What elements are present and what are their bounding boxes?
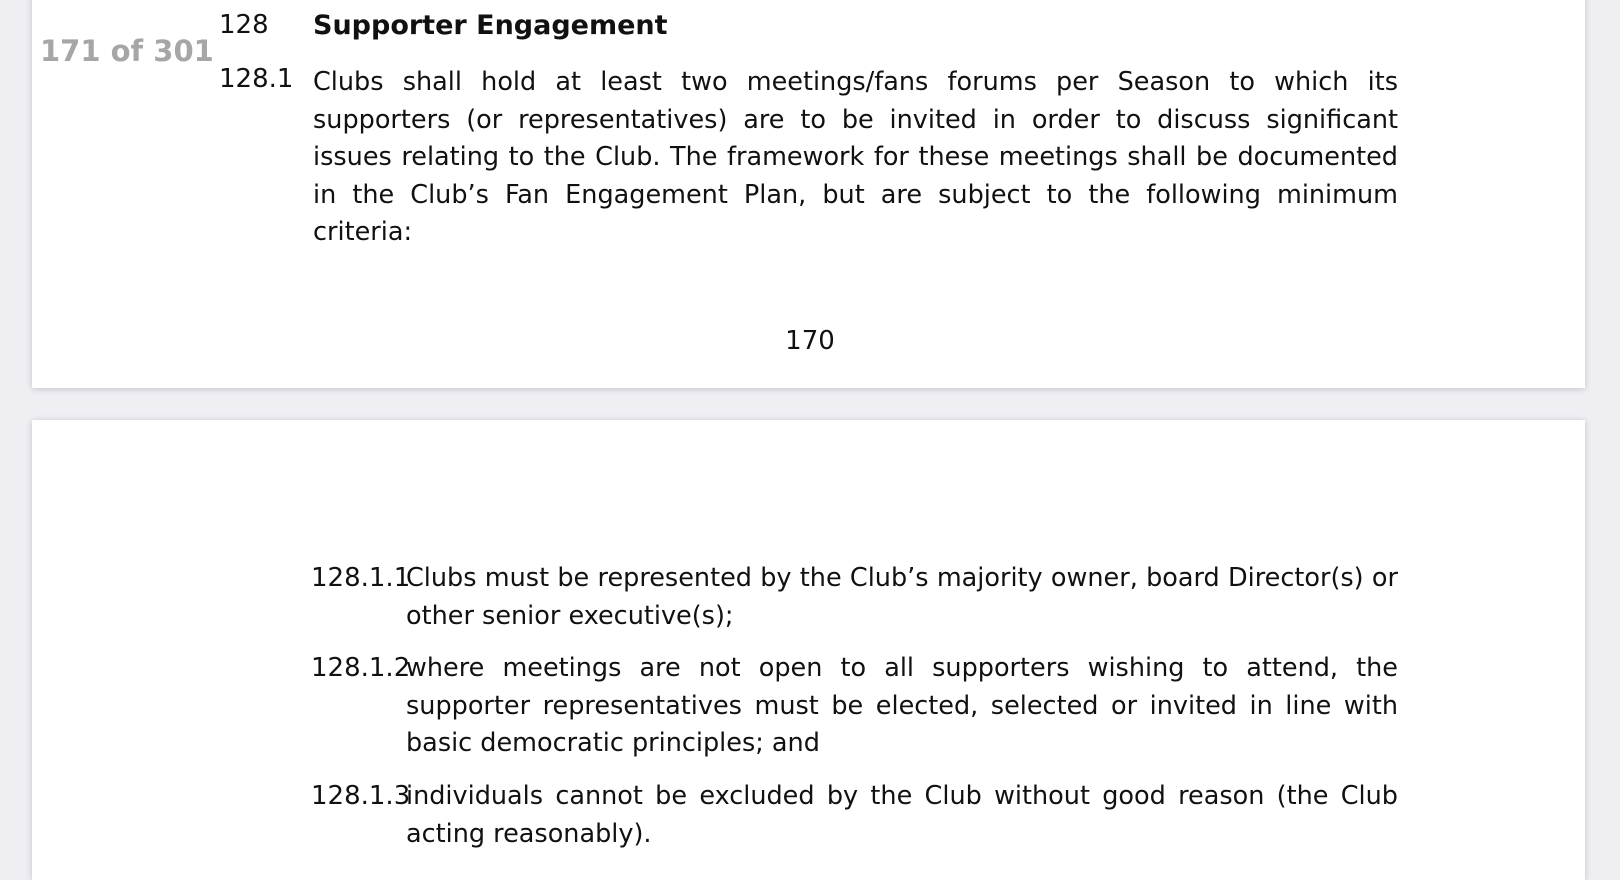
subclause-number: 128.1.3 xyxy=(311,781,411,811)
clause-text: Clubs shall hold at least two meetings/fans forums per Season to which its supporters (or representatives) are to be invited in order to discuss significant issues relating to the Club. The framework for these meetings shall be documented in the Club’s Fan Engagement Plan, but are subject to the following minimum criteria: xyxy=(313,67,1398,247)
clause-number: 128.1 xyxy=(219,64,294,94)
section-heading: Supporter Engagement xyxy=(313,10,668,41)
page-number: 170 xyxy=(785,326,835,356)
page-indicator: 171 of 301 xyxy=(40,34,214,68)
section-number: 128 xyxy=(219,10,269,40)
subclause-text: individuals cannot be excluded by the Club without good reason (the Club acting reasonably). xyxy=(406,781,1398,849)
subclause-text: Clubs must be represented by the Club’s majority owner, board Director(s) or other senior executive(s); xyxy=(406,563,1398,631)
subclause-number: 128.1.2 xyxy=(311,653,411,683)
subclause-number: 128.1.1 xyxy=(311,563,411,593)
subclause-text: where meetings are not open to all supporters wishing to attend, the supporter representatives must be elected, selected or invited in line with basic democratic principles; and xyxy=(406,653,1398,758)
